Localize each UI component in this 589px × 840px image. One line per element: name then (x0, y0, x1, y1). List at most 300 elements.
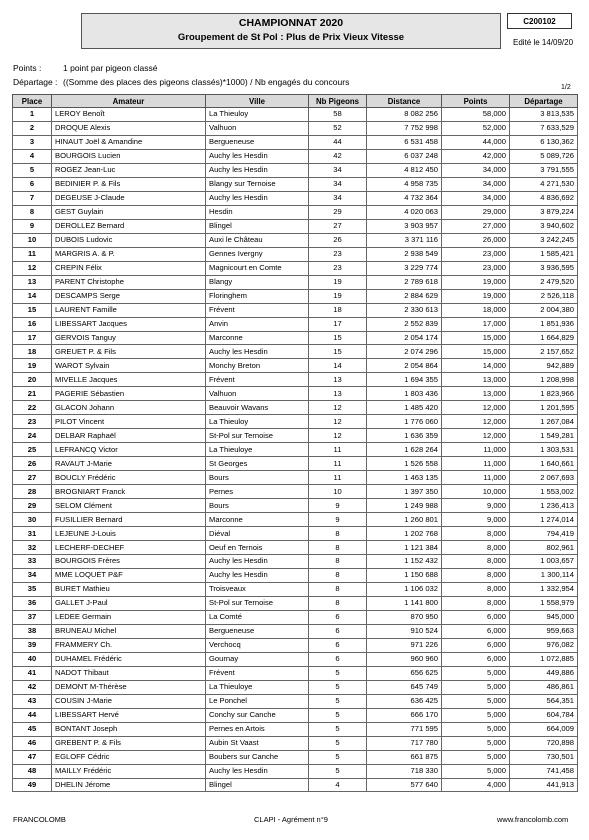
cell-departage: 1 303,531 (510, 443, 578, 457)
cell-nb-pigeons: 12 (309, 401, 367, 415)
cell-place: 23 (13, 415, 52, 429)
cell-amateur: LEFRANCQ Victor (52, 443, 206, 457)
cell-departage: 959,663 (510, 624, 578, 638)
header-amateur: Amateur (52, 95, 206, 108)
cell-points: 34,000 (442, 163, 510, 177)
cell-amateur: FRAMMERY Ch. (52, 638, 206, 652)
cell-place: 26 (13, 457, 52, 471)
cell-nb-pigeons: 15 (309, 345, 367, 359)
cell-points: 5,000 (442, 764, 510, 778)
cell-amateur: GREBENT P. & Fils (52, 736, 206, 750)
cell-place: 46 (13, 736, 52, 750)
cell-distance: 1 121 384 (367, 541, 442, 555)
cell-departage: 3 813,535 (510, 108, 578, 122)
cell-ville: Auchy les Hesdin (206, 764, 309, 778)
cell-points: 9,000 (442, 513, 510, 527)
cell-nb-pigeons: 8 (309, 596, 367, 610)
cell-nb-pigeons: 44 (309, 135, 367, 149)
cell-distance: 656 625 (367, 666, 442, 680)
cell-departage: 449,886 (510, 666, 578, 680)
cell-departage: 3 242,245 (510, 233, 578, 247)
table-row (13, 247, 578, 261)
cell-amateur: DUHAMEL Frédéric (52, 652, 206, 666)
cell-place: 5 (13, 163, 52, 177)
cell-points: 5,000 (442, 736, 510, 750)
cell-amateur: BONTANT Joseph (52, 722, 206, 736)
cell-departage: 3 879,224 (510, 205, 578, 219)
cell-distance: 1 106 032 (367, 582, 442, 596)
cell-points: 6,000 (442, 624, 510, 638)
cell-place: 35 (13, 582, 52, 596)
cell-departage: 3 936,595 (510, 261, 578, 275)
cell-points: 8,000 (442, 541, 510, 555)
cell-distance: 1 397 350 (367, 485, 442, 499)
cell-distance: 717 780 (367, 736, 442, 750)
cell-amateur: DEMONT M-Thérèse (52, 680, 206, 694)
table-row (13, 401, 578, 415)
cell-distance: 4 732 364 (367, 191, 442, 205)
cell-departage: 3 940,602 (510, 219, 578, 233)
cell-departage: 942,889 (510, 359, 578, 373)
cell-distance: 2 552 839 (367, 317, 442, 331)
cell-points: 8,000 (442, 582, 510, 596)
cell-ville: Blingel (206, 219, 309, 233)
cell-distance: 6 531 458 (367, 135, 442, 149)
cell-points: 11,000 (442, 457, 510, 471)
cell-amateur: DEGEUSE J-Claude (52, 191, 206, 205)
cell-place: 24 (13, 429, 52, 443)
cell-points: 11,000 (442, 443, 510, 457)
table-row (13, 303, 578, 317)
cell-nb-pigeons: 13 (309, 387, 367, 401)
cell-ville: Magnicourt en Comte (206, 261, 309, 275)
footer-website: www.francolomb.com (497, 815, 569, 824)
cell-points: 34,000 (442, 177, 510, 191)
cell-points: 8,000 (442, 555, 510, 569)
table-row (13, 638, 578, 652)
cell-place: 37 (13, 610, 52, 624)
document-code: C200102 (507, 13, 572, 29)
cell-departage: 1 664,829 (510, 331, 578, 345)
cell-distance: 577 640 (367, 778, 442, 792)
cell-points: 15,000 (442, 345, 510, 359)
cell-distance: 1 152 432 (367, 555, 442, 569)
cell-place: 1 (13, 108, 52, 122)
cell-ville: St-Pol sur Ternoise (206, 429, 309, 443)
cell-amateur: LEJEUNE J-Louis (52, 527, 206, 541)
cell-distance: 1 485 420 (367, 401, 442, 415)
cell-amateur: GALLET J-Paul (52, 596, 206, 610)
table-row (13, 205, 578, 219)
cell-departage: 741,458 (510, 764, 578, 778)
cell-distance: 2 938 549 (367, 247, 442, 261)
cell-ville: Frévent (206, 666, 309, 680)
cell-ville: Bergueneuse (206, 624, 309, 638)
cell-departage: 486,861 (510, 680, 578, 694)
cell-nb-pigeons: 23 (309, 247, 367, 261)
cell-place: 32 (13, 541, 52, 555)
cell-points: 4,000 (442, 778, 510, 792)
cell-departage: 604,784 (510, 708, 578, 722)
cell-nb-pigeons: 15 (309, 331, 367, 345)
page-number: 1/2 (561, 84, 571, 91)
cell-ville: La Thieuloye (206, 443, 309, 457)
cell-ville: La Thieuloye (206, 680, 309, 694)
header-ville: Ville (206, 95, 309, 108)
cell-distance: 1 150 688 (367, 568, 442, 582)
cell-amateur: MME LOQUET P&F (52, 568, 206, 582)
table-row (13, 191, 578, 205)
cell-distance: 4 958 735 (367, 177, 442, 191)
cell-nb-pigeons: 6 (309, 610, 367, 624)
cell-ville: Auchy les Hesdin (206, 163, 309, 177)
cell-ville: Valhuon (206, 121, 309, 135)
cell-departage: 945,000 (510, 610, 578, 624)
cell-amateur: RAVAUT J-Marie (52, 457, 206, 471)
table-row (13, 275, 578, 289)
cell-departage: 794,419 (510, 527, 578, 541)
cell-amateur: MARGRIS A. & P. (52, 247, 206, 261)
cell-points: 5,000 (442, 694, 510, 708)
cell-amateur: MAILLY Frédéric (52, 764, 206, 778)
cell-nb-pigeons: 8 (309, 527, 367, 541)
cell-nb-pigeons: 5 (309, 764, 367, 778)
table-row (13, 177, 578, 191)
header-nb-pigeons: Nb Pigeons (309, 95, 367, 108)
cell-points: 23,000 (442, 261, 510, 275)
table-row (13, 541, 578, 555)
cell-place: 10 (13, 233, 52, 247)
cell-ville: Blingel (206, 778, 309, 792)
cell-nb-pigeons: 6 (309, 624, 367, 638)
table-row (13, 331, 578, 345)
cell-amateur: BROGNIART Franck (52, 485, 206, 499)
cell-amateur: LECHERF-DECHEF (52, 541, 206, 555)
cell-amateur: DEROLLEZ Bernard (52, 219, 206, 233)
cell-nb-pigeons: 26 (309, 233, 367, 247)
cell-ville: Conchy sur Canche (206, 708, 309, 722)
cell-departage: 1 585,421 (510, 247, 578, 261)
cell-place: 43 (13, 694, 52, 708)
cell-ville: Blangy (206, 275, 309, 289)
cell-distance: 636 425 (367, 694, 442, 708)
table-row (13, 149, 578, 163)
cell-distance: 1 463 135 (367, 471, 442, 485)
cell-amateur: WAROT Sylvain (52, 359, 206, 373)
points-label: Points : (13, 63, 42, 73)
cell-points: 34,000 (442, 191, 510, 205)
cell-points: 15,000 (442, 331, 510, 345)
cell-departage: 720,898 (510, 736, 578, 750)
cell-amateur: EGLOFF Cédric (52, 750, 206, 764)
table-row (13, 764, 578, 778)
cell-nb-pigeons: 12 (309, 429, 367, 443)
cell-nb-pigeons: 8 (309, 555, 367, 569)
cell-points: 13,000 (442, 373, 510, 387)
cell-nb-pigeons: 34 (309, 177, 367, 191)
cell-ville: Oeuf en Ternois (206, 541, 309, 555)
table-row (13, 261, 578, 275)
cell-place: 22 (13, 401, 52, 415)
cell-nb-pigeons: 5 (309, 680, 367, 694)
cell-amateur: LIBESSART Jacques (52, 317, 206, 331)
cell-place: 7 (13, 191, 52, 205)
cell-place: 38 (13, 624, 52, 638)
cell-ville: Marconne (206, 513, 309, 527)
cell-nb-pigeons: 34 (309, 191, 367, 205)
cell-nb-pigeons: 11 (309, 471, 367, 485)
cell-points: 8,000 (442, 527, 510, 541)
cell-distance: 3 371 116 (367, 233, 442, 247)
cell-points: 6,000 (442, 610, 510, 624)
cell-points: 10,000 (442, 485, 510, 499)
cell-nb-pigeons: 27 (309, 219, 367, 233)
cell-place: 27 (13, 471, 52, 485)
table-row (13, 722, 578, 736)
header-departage: Départage (510, 95, 578, 108)
cell-nb-pigeons: 5 (309, 708, 367, 722)
cell-amateur: MIVELLE Jacques (52, 373, 206, 387)
cell-points: 6,000 (442, 638, 510, 652)
cell-nb-pigeons: 11 (309, 443, 367, 457)
cell-nb-pigeons: 6 (309, 652, 367, 666)
table-row (13, 233, 578, 247)
cell-points: 5,000 (442, 666, 510, 680)
cell-distance: 1 803 436 (367, 387, 442, 401)
cell-ville: Pernes en Artois (206, 722, 309, 736)
cell-place: 45 (13, 722, 52, 736)
cell-distance: 6 037 248 (367, 149, 442, 163)
cell-place: 28 (13, 485, 52, 499)
header-distance: Distance (367, 95, 442, 108)
cell-distance: 1 249 988 (367, 499, 442, 513)
cell-ville: Auchy les Hesdin (206, 568, 309, 582)
cell-departage: 1 003,657 (510, 555, 578, 569)
cell-place: 41 (13, 666, 52, 680)
cell-nb-pigeons: 9 (309, 513, 367, 527)
table-row (13, 555, 578, 569)
cell-ville: St-Pol sur Ternoise (206, 596, 309, 610)
cell-place: 42 (13, 680, 52, 694)
cell-ville: La Thieuloy (206, 415, 309, 429)
cell-points: 29,000 (442, 205, 510, 219)
cell-nb-pigeons: 23 (309, 261, 367, 275)
cell-points: 8,000 (442, 568, 510, 582)
cell-distance: 910 524 (367, 624, 442, 638)
cell-departage: 441,913 (510, 778, 578, 792)
cell-departage: 1 274,014 (510, 513, 578, 527)
cell-nb-pigeons: 13 (309, 373, 367, 387)
cell-points: 8,000 (442, 596, 510, 610)
cell-place: 31 (13, 527, 52, 541)
cell-amateur: DUBOIS Ludovic (52, 233, 206, 247)
table-row (13, 736, 578, 750)
cell-amateur: FUSILLIER Bernard (52, 513, 206, 527)
cell-distance: 661 875 (367, 750, 442, 764)
cell-place: 2 (13, 121, 52, 135)
page-title: CHAMPIONNAT 2020 (238, 17, 344, 29)
cell-points: 19,000 (442, 289, 510, 303)
cell-departage: 1 208,998 (510, 373, 578, 387)
cell-points: 58,000 (442, 108, 510, 122)
table-row (13, 317, 578, 331)
cell-place: 6 (13, 177, 52, 191)
cell-ville: Aubin St Vaast (206, 736, 309, 750)
cell-ville: Valhuon (206, 387, 309, 401)
cell-nb-pigeons: 5 (309, 736, 367, 750)
cell-distance: 971 226 (367, 638, 442, 652)
cell-distance: 718 330 (367, 764, 442, 778)
cell-points: 17,000 (442, 317, 510, 331)
edit-date: Edité le 14/09/20 (513, 38, 574, 47)
cell-amateur: CREPIN Félix (52, 261, 206, 275)
cell-amateur: DHELIN Jérome (52, 778, 206, 792)
table-row (13, 135, 578, 149)
cell-points: 9,000 (442, 499, 510, 513)
departage-value: ((Somme des places des pigeons classés)*1000) / Nb engagés du concours (63, 77, 350, 87)
cell-ville: Frévent (206, 373, 309, 387)
table-row (13, 499, 578, 513)
cell-amateur: BURET Mathieu (52, 582, 206, 596)
table-row (13, 387, 578, 401)
table-row (13, 108, 578, 122)
cell-ville: Bours (206, 499, 309, 513)
cell-distance: 960 960 (367, 652, 442, 666)
cell-nb-pigeons: 58 (309, 108, 367, 122)
cell-place: 25 (13, 443, 52, 457)
cell-points: 42,000 (442, 149, 510, 163)
cell-nb-pigeons: 6 (309, 638, 367, 652)
table-body (13, 108, 578, 792)
cell-nb-pigeons: 8 (309, 582, 367, 596)
cell-nb-pigeons: 42 (309, 149, 367, 163)
cell-ville: Bergueneuse (206, 135, 309, 149)
cell-place: 3 (13, 135, 52, 149)
header-place: Place (13, 95, 52, 108)
page-subtitle: Groupement de St Pol : Plus de Prix Vieux Vitesse (177, 32, 405, 43)
cell-ville: Frévent (206, 303, 309, 317)
cell-amateur: PILOT Vincent (52, 415, 206, 429)
table-row (13, 429, 578, 443)
table-row (13, 415, 578, 429)
table-row (13, 373, 578, 387)
cell-ville: Auxi le Château (206, 233, 309, 247)
cell-departage: 976,082 (510, 638, 578, 652)
cell-place: 9 (13, 219, 52, 233)
cell-nb-pigeons: 5 (309, 750, 367, 764)
cell-amateur: DROQUE Alexis (52, 121, 206, 135)
cell-departage: 1 201,595 (510, 401, 578, 415)
cell-points: 26,000 (442, 233, 510, 247)
cell-ville: St Georges (206, 457, 309, 471)
table-row (13, 582, 578, 596)
cell-departage: 2 526,118 (510, 289, 578, 303)
table-row (13, 624, 578, 638)
cell-distance: 666 170 (367, 708, 442, 722)
cell-nb-pigeons: 17 (309, 317, 367, 331)
cell-ville: Bours (206, 471, 309, 485)
cell-amateur: PAGERIE Sébastien (52, 387, 206, 401)
table-row (13, 527, 578, 541)
cell-amateur: BOUCLY Frédéric (52, 471, 206, 485)
cell-nb-pigeons: 9 (309, 499, 367, 513)
cell-departage: 1 851,936 (510, 317, 578, 331)
cell-points: 44,000 (442, 135, 510, 149)
cell-place: 39 (13, 638, 52, 652)
cell-amateur: GERVOIS Tanguy (52, 331, 206, 345)
cell-ville: Auchy les Hesdin (206, 345, 309, 359)
cell-distance: 1 776 060 (367, 415, 442, 429)
cell-departage: 5 089,726 (510, 149, 578, 163)
cell-distance: 1 202 768 (367, 527, 442, 541)
cell-ville: La Comté (206, 610, 309, 624)
cell-distance: 2 054 864 (367, 359, 442, 373)
footer-brand: FRANCOLOMB (13, 815, 66, 824)
table-row (13, 596, 578, 610)
cell-nb-pigeons: 34 (309, 163, 367, 177)
cell-nb-pigeons: 8 (309, 568, 367, 582)
cell-ville: Le Ponchel (206, 694, 309, 708)
cell-amateur: GREUET P. & Fils (52, 345, 206, 359)
cell-distance: 2 074 296 (367, 345, 442, 359)
cell-nb-pigeons: 19 (309, 289, 367, 303)
cell-departage: 1 267,084 (510, 415, 578, 429)
cell-departage: 1 553,002 (510, 485, 578, 499)
cell-distance: 645 749 (367, 680, 442, 694)
table-row (13, 443, 578, 457)
cell-distance: 2 054 174 (367, 331, 442, 345)
points-line (13, 63, 158, 73)
table-header-row (13, 95, 578, 108)
cell-distance: 1 526 558 (367, 457, 442, 471)
cell-distance: 1 141 800 (367, 596, 442, 610)
cell-departage: 6 130,362 (510, 135, 578, 149)
cell-departage: 1 072,885 (510, 652, 578, 666)
cell-departage: 1 549,281 (510, 429, 578, 443)
cell-distance: 3 229 774 (367, 261, 442, 275)
cell-departage: 1 300,114 (510, 568, 578, 582)
cell-place: 19 (13, 359, 52, 373)
results-table (12, 94, 578, 792)
cell-amateur: BOURGOIS Lucien (52, 149, 206, 163)
cell-departage: 2 067,693 (510, 471, 578, 485)
cell-ville: Monchy Breton (206, 359, 309, 373)
cell-amateur: DELBAR Raphaël (52, 429, 206, 443)
table-row (13, 163, 578, 177)
cell-points: 14,000 (442, 359, 510, 373)
table-row (13, 457, 578, 471)
table-row (13, 694, 578, 708)
cell-place: 33 (13, 555, 52, 569)
cell-place: 34 (13, 568, 52, 582)
cell-departage: 2 479,520 (510, 275, 578, 289)
points-value: 1 point par pigeon classé (63, 63, 158, 73)
cell-place: 47 (13, 750, 52, 764)
cell-amateur: DESCAMPS Serge (52, 289, 206, 303)
cell-place: 18 (13, 345, 52, 359)
table-row (13, 219, 578, 233)
table-row (13, 485, 578, 499)
table-row (13, 289, 578, 303)
cell-place: 49 (13, 778, 52, 792)
cell-points: 19,000 (442, 275, 510, 289)
cell-nb-pigeons: 11 (309, 457, 367, 471)
cell-departage: 664,009 (510, 722, 578, 736)
cell-ville: Diéval (206, 527, 309, 541)
cell-points: 27,000 (442, 219, 510, 233)
title-box (81, 13, 501, 49)
cell-place: 8 (13, 205, 52, 219)
